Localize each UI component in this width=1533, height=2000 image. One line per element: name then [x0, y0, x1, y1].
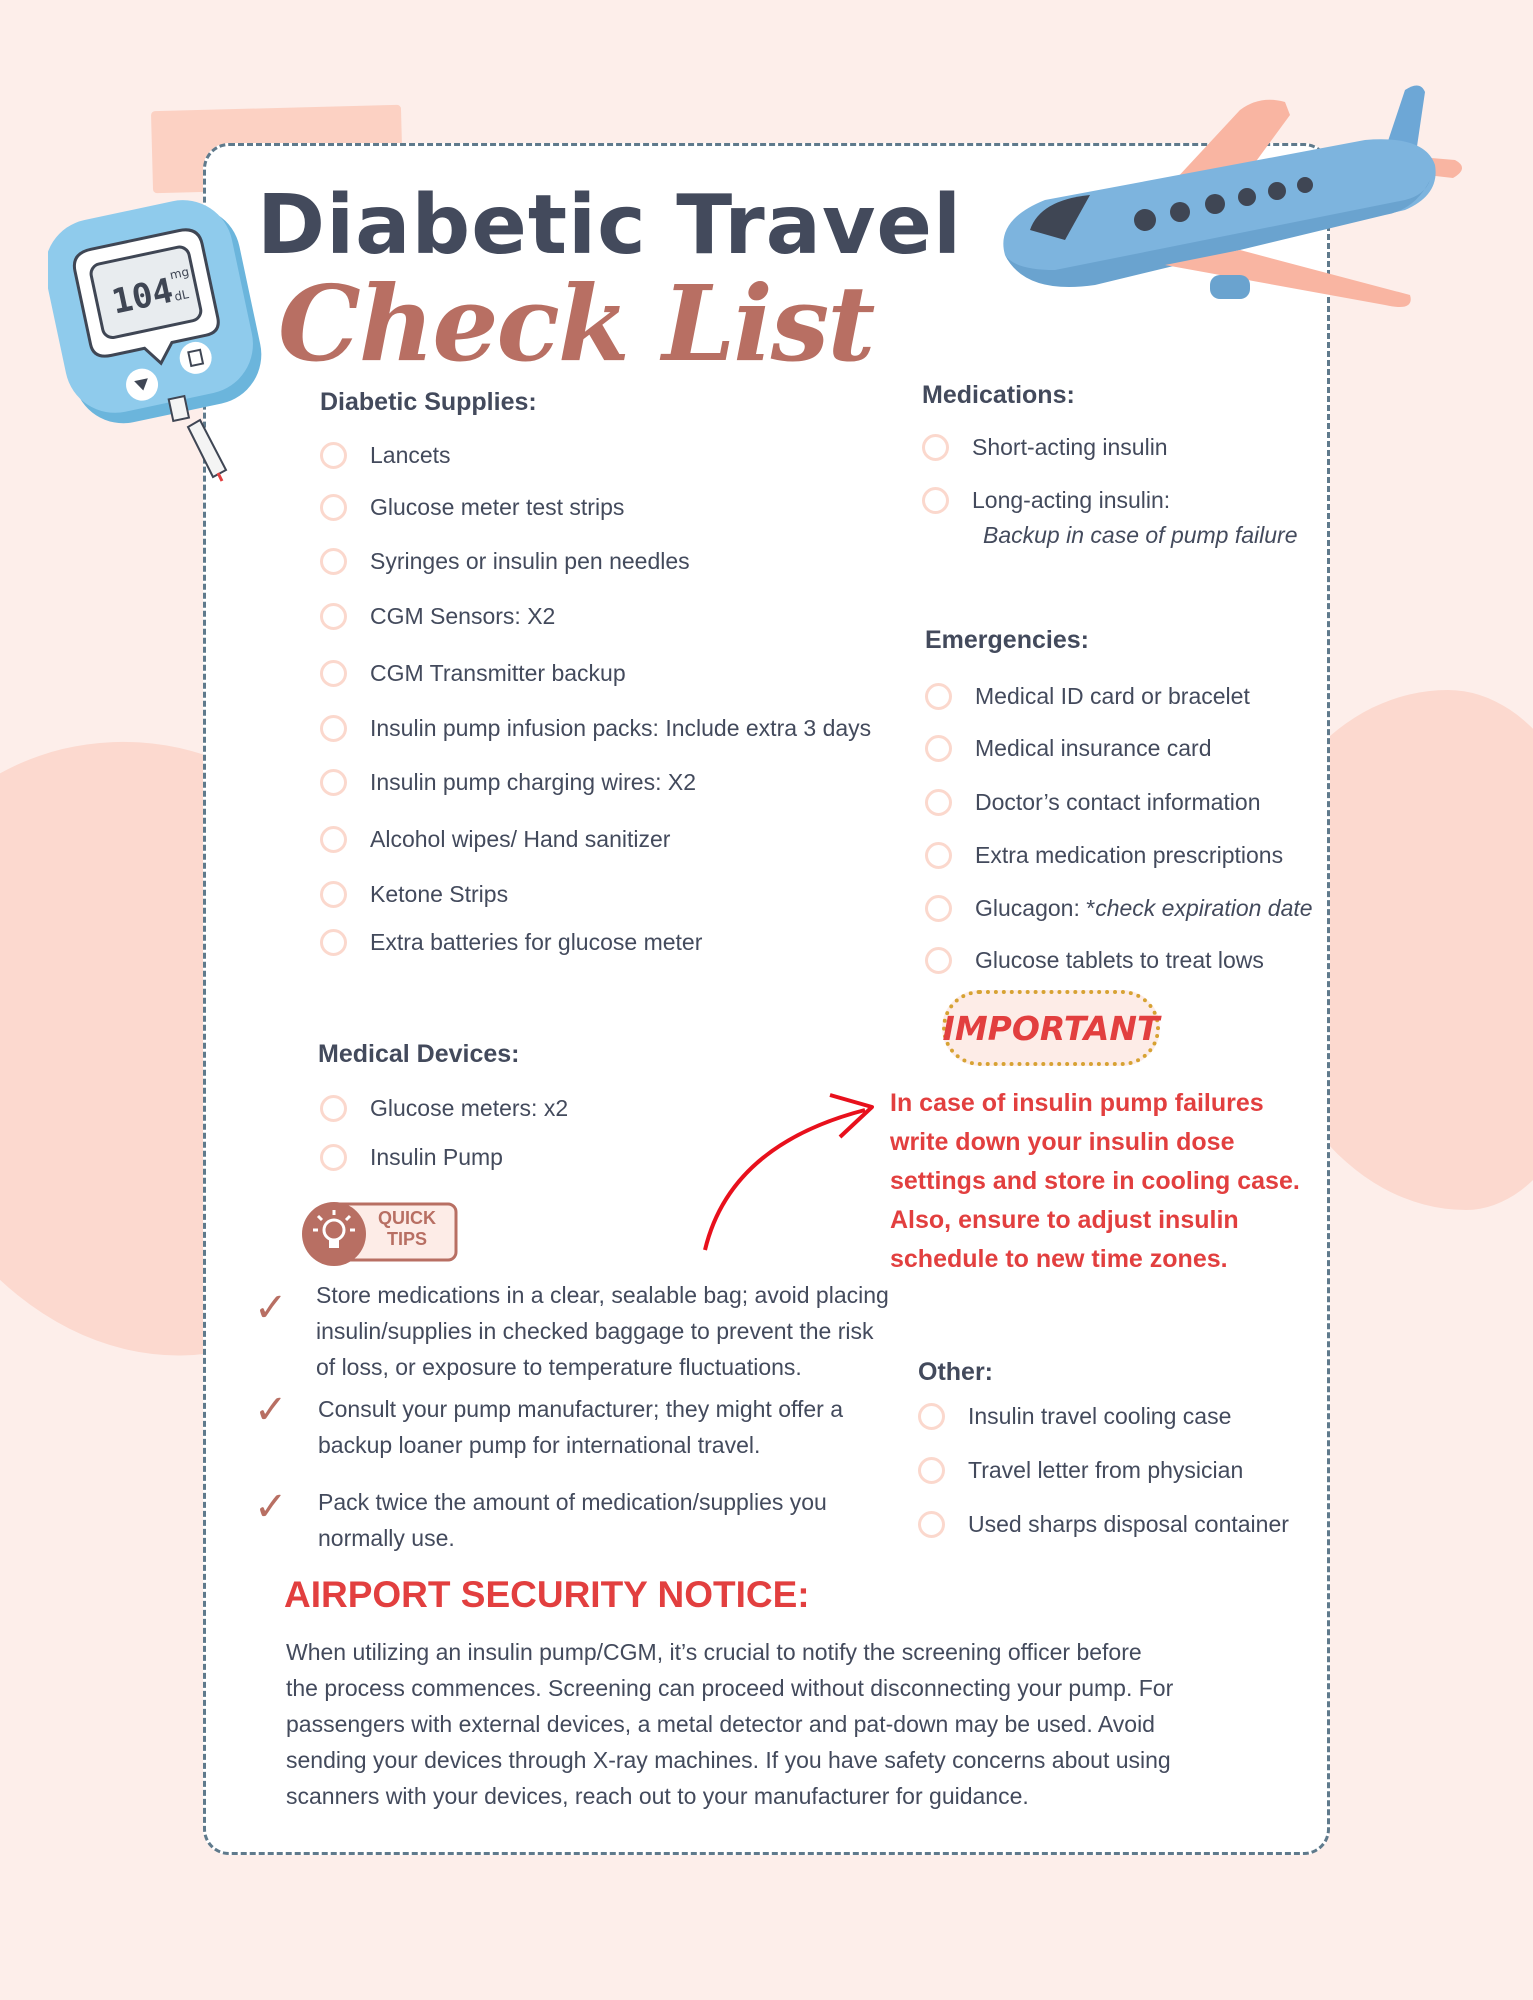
checkmark-icon: ✓: [254, 1285, 288, 1331]
item-label: Extra batteries for glucose meter: [370, 929, 703, 955]
other-heading: Other:: [918, 1358, 993, 1386]
item-label: Insulin travel cooling case: [968, 1403, 1232, 1429]
diabetic-supplies-heading: Diabetic Supplies:: [320, 388, 537, 416]
checklist-item[interactable]: [925, 735, 1212, 762]
item-label: Long-acting insulin:: [972, 487, 1171, 513]
checkbox-icon[interactable]: [925, 683, 952, 710]
medications-heading: Medications:: [922, 381, 1075, 409]
checkbox-icon[interactable]: [925, 735, 952, 762]
checklist-item[interactable]: [320, 1144, 503, 1171]
item-label: Insulin pump infusion packs: Include extra 3 days: [370, 715, 872, 741]
tip-line: of loss, or exposure to temperature fluctuations.: [316, 1354, 802, 1380]
checkbox-icon[interactable]: [320, 442, 347, 469]
item-label: Lancets: [370, 442, 451, 468]
notice-line: passengers with external devices, a metal detector and pat-down may be used. Avoid: [286, 1711, 1155, 1737]
important-line: Also, ensure to adjust insulin: [890, 1206, 1239, 1234]
checklist-item[interactable]: [320, 881, 508, 908]
quick-tips-label: TIPS: [386, 1229, 427, 1249]
checklist-item[interactable]: [925, 895, 1313, 922]
tip-line: backup loaner pump for international travel.: [318, 1432, 761, 1458]
item-label: Used sharps disposal container: [968, 1511, 1289, 1537]
item-label: Doctor’s contact information: [975, 789, 1261, 815]
important-note: [890, 1084, 1330, 1279]
checkbox-icon[interactable]: [320, 1095, 347, 1122]
notice-line: sending your devices through X-ray machines. If you have safety concerns about using: [286, 1747, 1171, 1773]
title-line-2: Check List: [278, 262, 874, 385]
checklist-item[interactable]: [320, 715, 871, 742]
item-label: Short-acting insulin: [972, 434, 1168, 460]
tip-line: Store medications in a clear, sealable bag; avoid placing: [316, 1282, 889, 1308]
item-label: Glucose meters: x2: [370, 1095, 569, 1121]
notice-line: When utilizing an insulin pump/CGM, it’s crucial to notify the screening officer before: [286, 1639, 1142, 1665]
checkbox-icon[interactable]: [320, 715, 347, 742]
tip-line: Consult your pump manufacturer; they might offer a: [318, 1396, 844, 1422]
checkbox-icon[interactable]: [320, 769, 347, 796]
item-label: Glucose meter test strips: [370, 494, 625, 520]
tip-text: [318, 1391, 843, 1463]
meter-unit-bottom: dL: [173, 287, 190, 304]
checkbox-icon[interactable]: [925, 789, 952, 816]
important-badge: [942, 990, 1160, 1066]
checklist-item[interactable]: [320, 548, 690, 575]
checklist-item[interactable]: [925, 789, 1261, 816]
checklist-item[interactable]: [320, 1095, 568, 1122]
tip-line: normally use.: [318, 1525, 455, 1551]
checklist-item[interactable]: [320, 660, 626, 687]
item-label: CGM Transmitter backup: [370, 660, 626, 686]
airport-notice-heading: AIRPORT SECURITY NOTICE:: [284, 1574, 810, 1615]
checkbox-icon[interactable]: [320, 660, 347, 687]
important-badge-label: IMPORTANT: [942, 1008, 1160, 1048]
checkmark-icon: ✓: [254, 1387, 288, 1433]
important-line: schedule to new time zones.: [890, 1245, 1228, 1273]
item-label: CGM Sensors: X2: [370, 603, 556, 629]
checklist-item[interactable]: [918, 1403, 1231, 1430]
checkbox-icon[interactable]: [918, 1403, 945, 1430]
item-label: Medical ID card or bracelet: [975, 683, 1250, 709]
checkbox-icon[interactable]: [320, 881, 347, 908]
checkmark-icon: ✓: [254, 1484, 288, 1530]
emergencies-heading: Emergencies:: [925, 626, 1089, 654]
airplane-icon: [985, 80, 1475, 330]
checkbox-icon[interactable]: [918, 1511, 945, 1538]
checklist-item[interactable]: [320, 442, 451, 469]
item-label: Alcohol wipes/ Hand sanitizer: [370, 826, 671, 852]
title-line-1: Diabetic Travel: [257, 178, 963, 273]
tip-text: [318, 1484, 827, 1556]
checklist-item[interactable]: [320, 603, 555, 630]
checkbox-icon[interactable]: [925, 895, 952, 922]
checklist-item[interactable]: [320, 494, 624, 521]
checklist-item[interactable]: [922, 434, 1168, 461]
checklist-item[interactable]: [320, 769, 696, 796]
item-label: Insulin Pump: [370, 1144, 503, 1170]
item-label: Insulin pump charging wires: X2: [370, 769, 696, 795]
checkbox-icon[interactable]: [922, 434, 949, 461]
important-line: write down your insulin dose: [890, 1128, 1235, 1156]
checklist-item[interactable]: [925, 683, 1250, 710]
tip-text: [316, 1277, 889, 1385]
checkbox-icon[interactable]: [320, 494, 347, 521]
checkbox-icon[interactable]: [320, 826, 347, 853]
item-label: Extra medication prescriptions: [975, 842, 1284, 868]
quick-tips-badge: [300, 1200, 460, 1270]
item-label: Ketone Strips: [370, 881, 509, 907]
medical-devices-heading: Medical Devices:: [318, 1040, 520, 1068]
medication-note: Backup in case of pump failure: [983, 522, 1298, 548]
tip-line: insulin/supplies in checked baggage to prevent the risk: [316, 1318, 874, 1344]
item-label: Glucagon: *: [975, 895, 1096, 921]
checkbox-icon[interactable]: [320, 548, 347, 575]
airport-notice-body: [286, 1634, 1226, 1814]
checklist-item[interactable]: [918, 1511, 1289, 1538]
checklist-item[interactable]: [925, 842, 1283, 869]
checklist-item[interactable]: [918, 1457, 1243, 1484]
important-line: settings and store in cooling case.: [890, 1167, 1300, 1195]
checkbox-icon[interactable]: [925, 947, 952, 974]
checklist-item[interactable]: [925, 947, 1264, 974]
tip-line: Pack twice the amount of medication/supplies you: [318, 1489, 827, 1515]
item-label: Travel letter from physician: [968, 1457, 1244, 1483]
item-label: Medical insurance card: [975, 735, 1212, 761]
glucose-meter-icon: [48, 195, 268, 485]
checkbox-icon[interactable]: [320, 603, 347, 630]
notice-line: the process commences. Screening can proceed without disconnecting your pump. For: [286, 1675, 1174, 1701]
checkbox-icon[interactable]: [918, 1457, 945, 1484]
quick-tips-label: QUICK: [378, 1208, 436, 1228]
item-label: Glucose tablets to treat lows: [975, 947, 1264, 973]
checkbox-icon[interactable]: [320, 1144, 347, 1171]
arrow-icon: [690, 1085, 890, 1260]
checklist-item[interactable]: [320, 929, 702, 956]
item-label: Syringes or insulin pen needles: [370, 548, 690, 574]
important-line: In case of insulin pump failures: [890, 1089, 1264, 1117]
glucagon-note: check expiration date: [1095, 895, 1313, 921]
checkbox-icon[interactable]: [922, 487, 949, 514]
checkbox-icon[interactable]: [320, 929, 347, 956]
checkbox-icon[interactable]: [925, 842, 952, 869]
meter-unit-top: mg: [168, 264, 191, 283]
checklist-item[interactable]: [320, 826, 670, 853]
meter-reading: 104: [108, 270, 177, 323]
notice-line: scanners with your devices, reach out to your manufacturer for guidance.: [286, 1783, 1029, 1809]
checklist-item[interactable]: [922, 487, 1170, 514]
